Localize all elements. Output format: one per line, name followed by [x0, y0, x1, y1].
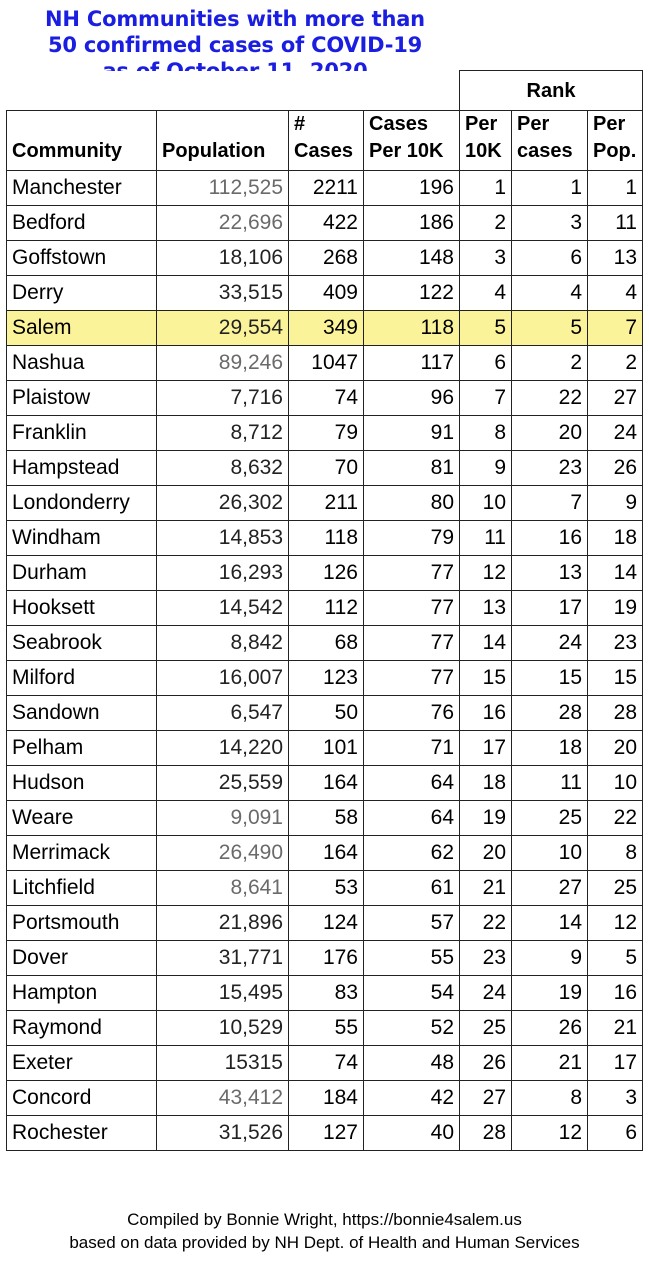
table-row	[7, 1116, 643, 1151]
cases-per-10k-cell: 54	[364, 976, 460, 1011]
rank-per-pop-cell: 11	[588, 206, 643, 241]
community-cell: Litchfield	[7, 871, 157, 906]
rank-per-cases-cell: 13	[512, 556, 588, 591]
rank-per-10k-cell: 17	[460, 731, 512, 766]
cases-cell: 118	[289, 521, 364, 556]
rank-per-pop-cell: 8	[588, 836, 643, 871]
community-cell: Franklin	[7, 416, 157, 451]
cases-per-10k-cell: 91	[364, 416, 460, 451]
rank-per-cases-cell: 25	[512, 801, 588, 836]
rank-per-10k-cell: 12	[460, 556, 512, 591]
cases-cell: 409	[289, 276, 364, 311]
population-cell: 31,771	[157, 941, 289, 976]
cases-per-10k-cell: 62	[364, 836, 460, 871]
rank-per-cases-cell: 28	[512, 696, 588, 731]
rank-per-cases-cell: 20	[512, 416, 588, 451]
population-cell: 112,525	[157, 171, 289, 206]
table-row	[7, 486, 643, 521]
rank-per-pop-cell: 4	[588, 276, 643, 311]
footer-credit: Compiled by Bonnie Wright, https://bonnie4salem.us	[127, 1210, 522, 1229]
cases-per-10k-cell: 196	[364, 171, 460, 206]
table-row	[7, 1011, 643, 1046]
col-header-cases-line1: #	[294, 113, 306, 135]
rank-per-pop-cell: 24	[588, 416, 643, 451]
column-header-row	[7, 111, 643, 171]
cases-cell: 211	[289, 486, 364, 521]
cases-cell: 58	[289, 801, 364, 836]
rank-per-10k-cell: 8	[460, 416, 512, 451]
rank-per-10k-cell: 16	[460, 696, 512, 731]
rank-per-pop-cell: 28	[588, 696, 643, 731]
cases-cell: 2211	[289, 171, 364, 206]
cases-per-10k-cell: 186	[364, 206, 460, 241]
cases-cell: 164	[289, 766, 364, 801]
rank-per-10k-cell: 11	[460, 521, 512, 556]
cases-cell: 349	[289, 311, 364, 346]
rank-per-cases-cell: 16	[512, 521, 588, 556]
col-header-cases-per-10k	[364, 111, 460, 171]
cases-cell: 79	[289, 416, 364, 451]
cases-per-10k-cell: 118	[364, 311, 460, 346]
table-row	[7, 696, 643, 731]
cases-cell: 176	[289, 941, 364, 976]
covid-cases-table	[6, 70, 643, 1151]
community-cell: Weare	[7, 801, 157, 836]
cases-cell: 126	[289, 556, 364, 591]
cases-cell: 422	[289, 206, 364, 241]
community-cell: Concord	[7, 1081, 157, 1116]
cases-cell: 123	[289, 661, 364, 696]
population-cell: 25,559	[157, 766, 289, 801]
rank-per-10k-cell: 5	[460, 311, 512, 346]
table-row	[7, 311, 643, 346]
cases-cell: 127	[289, 1116, 364, 1151]
rank-per-cases-cell: 2	[512, 346, 588, 381]
table-row	[7, 591, 643, 626]
cases-per-10k-cell: 79	[364, 521, 460, 556]
population-cell: 15315	[157, 1046, 289, 1081]
rank-per-pop-cell: 21	[588, 1011, 643, 1046]
community-cell: Sandown	[7, 696, 157, 731]
rank-per-pop-cell: 1	[588, 171, 643, 206]
rank-per-10k-cell: 25	[460, 1011, 512, 1046]
table-row	[7, 521, 643, 556]
population-cell: 8,842	[157, 626, 289, 661]
rank-per-10k-cell: 28	[460, 1116, 512, 1151]
population-cell: 89,246	[157, 346, 289, 381]
community-cell: Windham	[7, 521, 157, 556]
population-cell: 6,547	[157, 696, 289, 731]
cases-per-10k-cell: 77	[364, 556, 460, 591]
col-header-rank-per-10k	[460, 111, 512, 171]
cases-per-10k-cell: 96	[364, 381, 460, 416]
population-cell: 14,853	[157, 521, 289, 556]
table-row	[7, 556, 643, 591]
rank-per-pop-cell: 27	[588, 381, 643, 416]
population-cell: 16,007	[157, 661, 289, 696]
rank-per-10k-cell: 15	[460, 661, 512, 696]
cases-per-10k-cell: 148	[364, 241, 460, 276]
cases-per-10k-cell: 64	[364, 801, 460, 836]
col-header-cases	[289, 111, 364, 171]
cases-per-10k-cell: 71	[364, 731, 460, 766]
rank-per-10k-cell: 27	[460, 1081, 512, 1116]
cases-per-10k-cell: 42	[364, 1081, 460, 1116]
rank-per-pop-cell: 23	[588, 626, 643, 661]
rank-per-cases-cell: 7	[512, 486, 588, 521]
title-line-1: NH Communities with more than	[45, 7, 425, 31]
col-header-rank-per-cases-line2: cases	[517, 140, 573, 162]
rank-per-cases-cell: 10	[512, 836, 588, 871]
footer-source: based on data provided by NH Dept. of Health and Human Services	[69, 1233, 580, 1252]
rank-per-cases-cell: 12	[512, 1116, 588, 1151]
cases-per-10k-cell: 48	[364, 1046, 460, 1081]
cases-per-10k-cell: 77	[364, 661, 460, 696]
cases-cell: 68	[289, 626, 364, 661]
population-cell: 9,091	[157, 801, 289, 836]
cases-cell: 50	[289, 696, 364, 731]
community-cell: Hudson	[7, 766, 157, 801]
rank-per-pop-cell: 9	[588, 486, 643, 521]
table-row	[7, 731, 643, 766]
cases-per-10k-cell: 117	[364, 346, 460, 381]
rank-per-cases-cell: 11	[512, 766, 588, 801]
cases-per-10k-cell: 81	[364, 451, 460, 486]
rank-per-cases-cell: 5	[512, 311, 588, 346]
rank-per-pop-cell: 13	[588, 241, 643, 276]
table-row	[7, 941, 643, 976]
rank-per-cases-cell: 4	[512, 276, 588, 311]
rank-per-10k-cell: 24	[460, 976, 512, 1011]
table-row	[7, 241, 643, 276]
rank-per-10k-cell: 7	[460, 381, 512, 416]
rank-per-cases-cell: 17	[512, 591, 588, 626]
table-row	[7, 906, 643, 941]
population-cell: 14,542	[157, 591, 289, 626]
rank-per-pop-cell: 20	[588, 731, 643, 766]
rank-per-pop-cell: 17	[588, 1046, 643, 1081]
rank-per-pop-cell: 10	[588, 766, 643, 801]
rank-group-header: Rank	[460, 71, 643, 111]
rank-per-10k-cell: 23	[460, 941, 512, 976]
cases-cell: 112	[289, 591, 364, 626]
rank-per-pop-cell: 12	[588, 906, 643, 941]
cases-cell: 70	[289, 451, 364, 486]
cases-per-10k-cell: 77	[364, 591, 460, 626]
table-row	[7, 976, 643, 1011]
population-cell: 15,495	[157, 976, 289, 1011]
community-cell: Raymond	[7, 1011, 157, 1046]
header-spacer	[7, 71, 460, 111]
community-cell: Seabrook	[7, 626, 157, 661]
col-header-rank-per-cases	[512, 111, 588, 171]
col-header-cases-per-10k-line1: Cases	[369, 113, 428, 135]
community-cell: Plaistow	[7, 381, 157, 416]
rank-per-cases-cell: 9	[512, 941, 588, 976]
cases-cell: 83	[289, 976, 364, 1011]
community-cell: Hampton	[7, 976, 157, 1011]
population-cell: 43,412	[157, 1081, 289, 1116]
rank-per-cases-cell: 3	[512, 206, 588, 241]
rank-per-cases-cell: 26	[512, 1011, 588, 1046]
rank-per-10k-cell: 10	[460, 486, 512, 521]
rank-per-pop-cell: 19	[588, 591, 643, 626]
cases-per-10k-cell: 76	[364, 696, 460, 731]
table-row	[7, 1046, 643, 1081]
community-cell: Salem	[7, 311, 157, 346]
population-cell: 16,293	[157, 556, 289, 591]
community-cell: Londonderry	[7, 486, 157, 521]
rank-per-cases-cell: 21	[512, 1046, 588, 1081]
rank-per-cases-cell: 27	[512, 871, 588, 906]
community-cell: Pelham	[7, 731, 157, 766]
cases-cell: 268	[289, 241, 364, 276]
cases-cell: 74	[289, 381, 364, 416]
table-row	[7, 766, 643, 801]
rank-per-cases-cell: 24	[512, 626, 588, 661]
population-cell: 22,696	[157, 206, 289, 241]
rank-per-pop-cell: 14	[588, 556, 643, 591]
rank-per-10k-cell: 6	[460, 346, 512, 381]
cases-per-10k-cell: 52	[364, 1011, 460, 1046]
rank-per-pop-cell: 5	[588, 941, 643, 976]
community-cell: Exeter	[7, 1046, 157, 1081]
rank-per-cases-cell: 6	[512, 241, 588, 276]
rank-per-pop-cell: 25	[588, 871, 643, 906]
population-cell: 18,106	[157, 241, 289, 276]
community-cell: Derry	[7, 276, 157, 311]
cases-per-10k-cell: 122	[364, 276, 460, 311]
table-row	[7, 801, 643, 836]
community-cell: Milford	[7, 661, 157, 696]
community-cell: Goffstown	[7, 241, 157, 276]
rank-per-10k-cell: 9	[460, 451, 512, 486]
cases-cell: 164	[289, 836, 364, 871]
table-row	[7, 626, 643, 661]
table-row	[7, 416, 643, 451]
rank-per-10k-cell: 26	[460, 1046, 512, 1081]
cases-cell: 1047	[289, 346, 364, 381]
cases-per-10k-cell: 80	[364, 486, 460, 521]
rank-per-10k-cell: 13	[460, 591, 512, 626]
col-header-population	[157, 111, 289, 171]
rank-per-10k-cell: 19	[460, 801, 512, 836]
cases-cell: 101	[289, 731, 364, 766]
col-header-community	[7, 111, 157, 171]
population-cell: 31,526	[157, 1116, 289, 1151]
population-cell: 26,490	[157, 836, 289, 871]
community-cell: Portsmouth	[7, 906, 157, 941]
population-cell: 29,554	[157, 311, 289, 346]
rank-per-pop-cell: 6	[588, 1116, 643, 1151]
table-row	[7, 276, 643, 311]
population-cell: 33,515	[157, 276, 289, 311]
col-header-rank-per-10k-line2: 10K	[465, 140, 502, 162]
rank-per-pop-cell: 7	[588, 311, 643, 346]
cases-cell: 124	[289, 906, 364, 941]
col-header-rank-per-pop	[588, 111, 643, 171]
cases-per-10k-cell: 61	[364, 871, 460, 906]
community-cell: Rochester	[7, 1116, 157, 1151]
rank-per-pop-cell: 3	[588, 1081, 643, 1116]
col-header-cases-per-10k-line2: Per 10K	[369, 140, 444, 162]
community-cell: Bedford	[7, 206, 157, 241]
population-cell: 8,712	[157, 416, 289, 451]
rank-per-10k-cell: 20	[460, 836, 512, 871]
col-header-rank-per-cases-line1: Per	[517, 113, 550, 135]
rank-per-10k-cell: 21	[460, 871, 512, 906]
rank-per-10k-cell: 14	[460, 626, 512, 661]
rank-per-cases-cell: 8	[512, 1081, 588, 1116]
population-cell: 8,641	[157, 871, 289, 906]
table-row	[7, 171, 643, 206]
population-cell: 8,632	[157, 451, 289, 486]
rank-per-pop-cell: 2	[588, 346, 643, 381]
cases-per-10k-cell: 77	[364, 626, 460, 661]
cases-cell: 55	[289, 1011, 364, 1046]
col-header-cases-line2: Cases	[294, 140, 353, 162]
population-cell: 26,302	[157, 486, 289, 521]
rank-per-10k-cell: 2	[460, 206, 512, 241]
cases-per-10k-cell: 55	[364, 941, 460, 976]
table-row	[7, 206, 643, 241]
population-cell: 7,716	[157, 381, 289, 416]
rank-per-pop-cell: 26	[588, 451, 643, 486]
title-line-2: 50 confirmed cases of COVID-19	[47, 33, 423, 57]
community-cell: Manchester	[7, 171, 157, 206]
cases-cell: 184	[289, 1081, 364, 1116]
community-cell: Durham	[7, 556, 157, 591]
col-header-rank-per-pop-line2: Pop.	[593, 140, 637, 162]
table-row	[7, 381, 643, 416]
table-row	[7, 661, 643, 696]
community-cell: Hooksett	[7, 591, 157, 626]
cases-per-10k-cell: 64	[364, 766, 460, 801]
rank-group-row	[7, 71, 643, 111]
population-cell: 10,529	[157, 1011, 289, 1046]
rank-per-10k-cell: 22	[460, 906, 512, 941]
col-header-rank-per-10k-line1: Per	[465, 113, 498, 135]
cases-cell: 74	[289, 1046, 364, 1081]
rank-per-cases-cell: 14	[512, 906, 588, 941]
community-cell: Hampstead	[7, 451, 157, 486]
rank-per-pop-cell: 22	[588, 801, 643, 836]
rank-per-10k-cell: 3	[460, 241, 512, 276]
rank-per-cases-cell: 1	[512, 171, 588, 206]
col-header-population-label: Population	[162, 140, 266, 162]
col-header-rank-per-pop-line1: Per	[593, 113, 626, 135]
rank-per-pop-cell: 16	[588, 976, 643, 1011]
table-row	[7, 1081, 643, 1116]
rank-per-cases-cell: 15	[512, 661, 588, 696]
rank-per-cases-cell: 19	[512, 976, 588, 1011]
rank-per-10k-cell: 4	[460, 276, 512, 311]
rank-per-cases-cell: 18	[512, 731, 588, 766]
rank-per-pop-cell: 15	[588, 661, 643, 696]
community-cell: Merrimack	[7, 836, 157, 871]
rank-per-10k-cell: 18	[460, 766, 512, 801]
table-row	[7, 346, 643, 381]
col-header-community-label: Community	[12, 140, 122, 162]
cases-per-10k-cell: 57	[364, 906, 460, 941]
rank-per-10k-cell: 1	[460, 171, 512, 206]
cases-cell: 53	[289, 871, 364, 906]
rank-per-cases-cell: 23	[512, 451, 588, 486]
table-row	[7, 836, 643, 871]
population-cell: 14,220	[157, 731, 289, 766]
community-cell: Dover	[7, 941, 157, 976]
footer	[0, 1208, 649, 1254]
table-row	[7, 451, 643, 486]
cases-per-10k-cell: 40	[364, 1116, 460, 1151]
rank-per-cases-cell: 22	[512, 381, 588, 416]
rank-per-pop-cell: 18	[588, 521, 643, 556]
population-cell: 21,896	[157, 906, 289, 941]
community-cell: Nashua	[7, 346, 157, 381]
table-row	[7, 871, 643, 906]
